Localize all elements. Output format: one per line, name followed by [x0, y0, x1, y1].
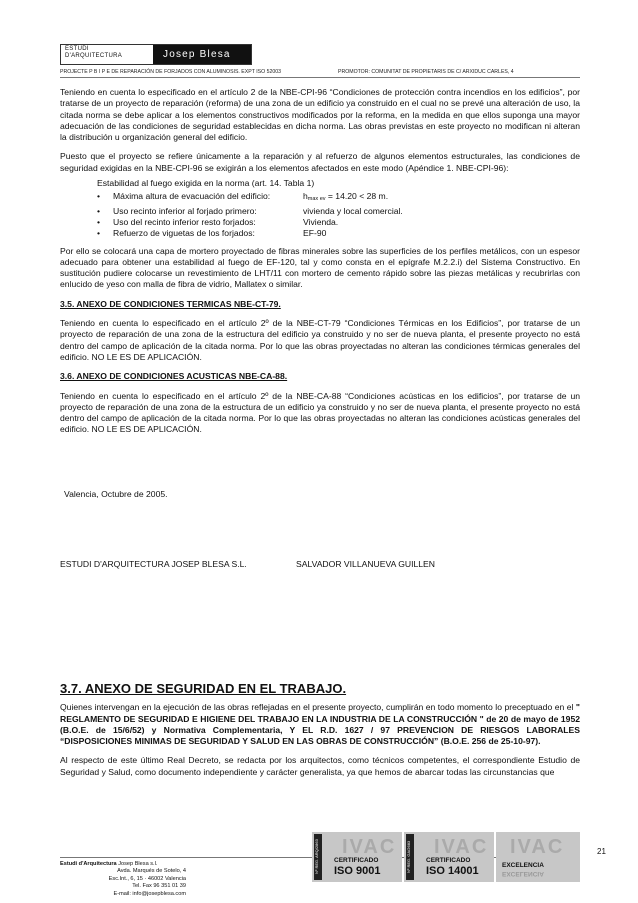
- studio-line-2: D'ARQUITECTURA: [65, 53, 123, 59]
- section-3-7: [60, 683, 580, 778]
- list-item: [97, 217, 580, 228]
- paragraph: Teniendo en cuenta lo especificado en el artículo 2º de la NBE-CT-79 “Condiciones Térmicas en los Edificios”, por tratarse de un proyecto de reparación de una zona de la estructura del edificio ya construido y no ser de nueva planta, el presente proyecto no está dentro del campo de aplicación de la citada norma. Por lo que las obras proyectadas no alteran las condiciones térmicas generales del edificio. NO LE ES DE APLICACIÓN.: [60, 318, 580, 362]
- cert-norm: ISO 9001: [334, 865, 381, 877]
- cert-norm: ISO 14001: [426, 865, 479, 877]
- bullet-icon: •: [97, 191, 101, 202]
- list-item-value: EF-90: [303, 228, 327, 239]
- promoter-ref: PROMOTOR: COMUNITAT DE PROPIETARIS DE C/ ARXIDUC CARLES, 4: [338, 69, 514, 75]
- excelencia-label: EXCELENCIA: [502, 862, 544, 869]
- paragraph: Teniendo en cuenta lo especificado en el artículo 2 de la NBE-CPI-96 “Condiciones de protección contra incendios en los edificios”, por tratarse de un proyecto de reparación (reforma) de una zona de un edificio ya construido en el cual no se prevé una alteración de uso, la citada norma se debe aplicar a los elementos constructivos modificados por la reforma, en la medida en que ellos suponga una mayor adecuación de las condiciones de seguridad establecidas en dicha norma. Las obras previstas en este proyecto no modifican ni alteran la distribución u organización general del edificio.: [60, 87, 580, 143]
- bullet-icon: •: [97, 216, 101, 227]
- signature-firm: ESTUDI D'ARQUITECTURA JOSEP BLESA S.L.: [60, 559, 247, 569]
- header-logo-box: [60, 44, 252, 65]
- company-bold: Estudi d'Arquitectura: [60, 861, 117, 867]
- firm-name: Josep Blesa: [153, 45, 251, 64]
- list-title: Estabilidad al fuego exigida en la norma (art. 14. Tabla 1): [97, 178, 315, 189]
- cert-label: CERTIFICADO: [334, 857, 379, 864]
- certification-logos: [312, 832, 580, 882]
- paragraph: Por ello se colocará una capa de mortero proyectado de fibras minerales sobre las superficies de los perfiles metálicos, con un espesor adecuado para obtener una estabilidad al fuego de EF-120, tal y como consta en el epígrafe M.2.2.i) del Sistema Constructivo. En sustitución pudiere colocarse un revestimiento de LHT/11 con mortero de cemento rápido sobre las piezas metálicas y recubrirlas con enlucido de yeso con malla de fibra de vidrio, Mallatex o similar.: [60, 245, 580, 290]
- list-item-label: Uso recinto inferior al forjado primero:: [113, 205, 257, 216]
- address-line: Esc.Int., 6, 15 · 46002 Valencia: [108, 875, 186, 882]
- iso-14001-badge: [404, 832, 494, 882]
- list-item: [97, 191, 580, 205]
- list-item-value: [303, 191, 388, 205]
- iqnet-watermark-icon: IVAC: [342, 836, 397, 858]
- paragraph: Teniendo en cuenta lo especificado en el artículo 2º de la NBE-CA-88 “Condiciones acústicas en los edificios”, por tratarse de un proyecto de reparación de una zona de la estructura de un edificio ya construido y no ser de nueva planta, el presente proyecto no está dentro del campo de aplicación de la citada norma. Por lo que las obras proyectadas no alteran las condiciones acústicas generales del edificio. NO LE ES DE APLICACIÓN.: [60, 390, 580, 435]
- list-item-label: Máxima altura de evacuación del edificio:: [113, 191, 271, 202]
- studio-label: [61, 45, 153, 64]
- fire-requirements-list: [97, 191, 580, 239]
- bullet-icon: •: [97, 205, 101, 216]
- address-line: Avda. Marqués de Sotelo, 4: [117, 868, 186, 875]
- excelencia-badge: [496, 832, 580, 882]
- bullet-icon: •: [97, 228, 101, 239]
- excelencia-mirror: EXCELENCIA: [502, 870, 544, 877]
- phone-line: Tel. Fax 96 351 01 39: [132, 883, 186, 890]
- ivac-watermark-icon: IVAC: [510, 836, 565, 858]
- studio-line-1: ESTUDI: [65, 46, 89, 52]
- date-line: Valencia, Octubre de 2005.: [64, 489, 168, 499]
- project-meta-line: [60, 69, 580, 78]
- footer-address: [60, 861, 186, 898]
- company-line: [60, 861, 186, 868]
- iqnet-watermark-icon: IVAC: [434, 836, 489, 858]
- page-number: 21: [597, 847, 606, 856]
- list-item-value: Vivienda.: [303, 216, 339, 227]
- body-content: [60, 87, 580, 444]
- paragraph: Puesto que el proyecto se refiere únicamente a la reparación y al refuerzo de algunos elementos estructurales, las condiciones de seguridad exigidas en la NBE-CPI-96 se exigirán a los elementos afectados en este modo (Apéndice 1. NBE-CPI-96):: [60, 151, 580, 173]
- iso-9001-badge: [312, 832, 402, 882]
- company-rest: Josep Blesa s.l.: [116, 861, 158, 867]
- list-item: [97, 228, 580, 239]
- email-line: E-mail: info@josepblesa.com: [113, 890, 186, 897]
- section-heading-3-7: 3.7. ANEXO DE SEGURIDAD EN EL TRABAJO.: [60, 681, 347, 696]
- section-heading-3-5: 3.5. ANEXO DE CONDICIONES TERMICAS NBE-CT-79.: [60, 298, 281, 309]
- paragraph-bold: " REGLAMENTO DE SEGURIDAD E HIGIENE DEL TRABAJO EN LA INDUSTRIA DE LA CONSTRUCCIÓN " de 20 de mayo de 1952 (B.O.E. de 15/6/52) y Normativa Complementaria, Y EL R.D. 1627 / 97 PREVENCION DE RIESGOS LABORALES “DISPOSICIONES MINIMAS DE SEGURIDAD Y SALUD EN LAS OBRAS DE CONSTRUCCIÓN” (B.O.E. 256 de 25-10-97).: [60, 702, 580, 747]
- cert-code: Nº REG. GA/2683: [406, 834, 414, 880]
- value-prefix: h: [303, 191, 308, 202]
- value-text: = 14.20 < 28 m.: [325, 191, 389, 202]
- list-item-label: Refuerzo de viguetas de los forjados:: [113, 228, 255, 239]
- list-item-label: Uso del recinto inferior resto forjados:: [113, 216, 256, 227]
- paragraph-lead: Quienes intervengan en la ejecución de las obras reflejadas en el presente proyecto, cumplirán en todo momento lo preceptuado en el: [60, 702, 576, 713]
- list-item: [97, 206, 580, 217]
- section-heading-3-6: 3.6. ANEXO DE CONDICIONES ACUSTICAS NBE-CA-88.: [60, 371, 288, 382]
- cert-code: Nº REG. ARQ/2863: [314, 834, 322, 880]
- cert-label: CERTIFICADO: [426, 857, 471, 864]
- signature-person: SALVADOR VILLANUEVA GUILLEN: [296, 559, 435, 569]
- paragraph: Al respecto de este último Real Decreto, se redacta por los arquitectos, como técnicos competentes, el correspondiente Estudio de Seguridad y Salud, como documento independiente y carácter generalista, ya que hemos de abarcar todas las circunstancias que: [60, 755, 580, 777]
- paragraph: [60, 702, 580, 747]
- value-subscript: max ev: [307, 196, 326, 203]
- list-item-value: vivienda y local comercial.: [303, 205, 403, 216]
- project-ref: PROJECTE P B I P E DE REPARACIÓN DE FORJADOS CON ALUMINOSIS. EXPT ISO 52003: [60, 69, 282, 75]
